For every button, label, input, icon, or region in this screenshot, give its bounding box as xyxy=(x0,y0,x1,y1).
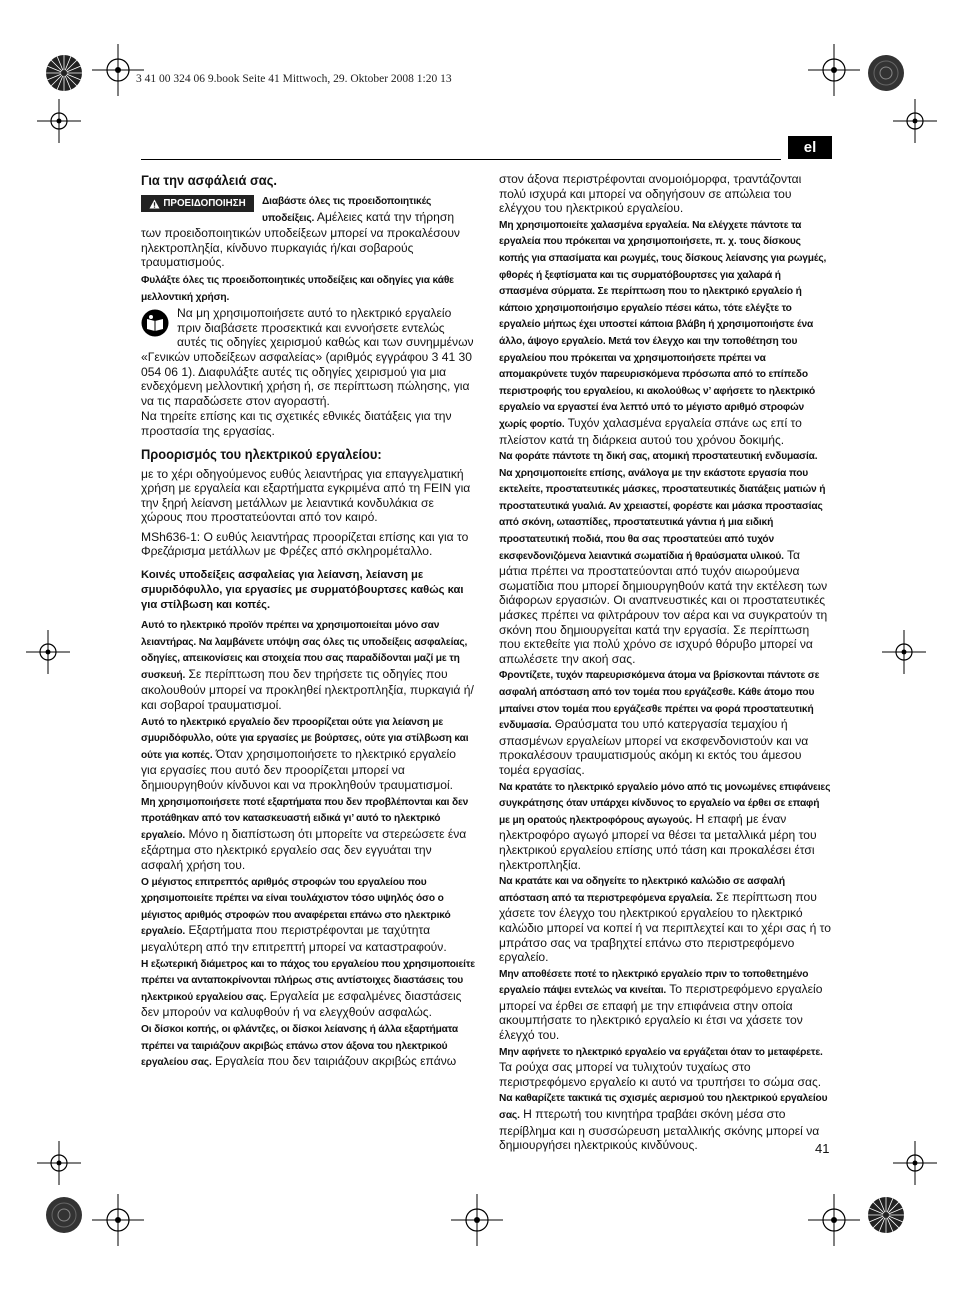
keep-instructions: Φυλάξτε όλες τις προειδοποιητικές υποδείξεις και οδηγίες για κάθε μελλοντική χρήση. xyxy=(141,274,454,303)
language-badge: el xyxy=(788,136,832,159)
registration-crosshair-icon xyxy=(890,96,940,146)
warning-block xyxy=(141,193,475,271)
safety-paragraph-9: Φροντίζετε, τυχόν παρευρισκόμενα άτομα να βρίσκονται πάντοτε σε ασφαλή απόσταση από τον τομέα που εργάζεσθε. Κάθε άτομο που μπαίνει στον τομέα που εργάζεσθε πρέπει να φορά προστατευτική ενδυμασία. Θραύσματα του υπό κατεργασία τεμαχίου ή σπασμένων εργαλείων μπορεί να εκσφενδονιστούν και να προκαλέσουν τραυματισμούς ακόμη κι εκτός του άμεσου τομέα εργασίας. xyxy=(499,670,820,777)
warning-triangle-icon xyxy=(149,199,160,209)
page-number: 41 xyxy=(815,1141,830,1156)
safety-paragraph-13: Μην αφήνετε το ηλεκτρικό εργαλείο να εργάζεται όταν το μεταφέρετε. Τα ρούχα σας μπορεί να τυλιχτούν τυχαίως στο περιστρεφόμενο εργαλείο κι αυτό να τρυπήσει το σώμα σας. xyxy=(499,1046,823,1089)
registration-crosshair-icon xyxy=(804,40,864,100)
safety-paragraph-8: Να φοράτε πάντοτε τη δική σας, ατομική προστατευτική ενδυμασία. Να χρησιμοποιείτε επίσης, ανάλογα με την εκάστοτε εργασία που εκτελείτε, προστατευτικές μάσκες, προστατευτικές διατάξεις ματιών ή προστατευτικά γυαλιά. Αν χρειαστεί, φορέστε και μάσκα προστασίας από σκόνη, ωτασπίδες, προστατευτικά γάντια ή μια ειδική προστατευτική ποδιά, που θα σας προστατεύει από τυχόν εκσφενδονιζόμενα λειαντικά σωματίδια ή θραύσματα υλικού. Τα μάτια πρέπει να προστατεύονται από τυχόν αιωρούμενα σωματίδια που μπορεί δημιουργηθούν κατά την εκτέλεση των διάφορων εργασιών. Οι αναπνευστικές και οι προστατευτικές μάσκες πρέπει να φιλτράρουν τον αέρα και να συγκρατούν τη σκόνη που δημιουργείται κατά την εργασία. Σε περίπτωση που εκτεθείτε για πολύ χρόνο σε ισχυρό θόρυβο μπορεί να απωλέσετε την ακοή σας. xyxy=(499,451,828,666)
print-header: 3 41 00 324 06 9.book Seite 41 Mittwoch, 29. Oktober 2008 1:20 13 xyxy=(136,73,452,85)
registration-crosshair-icon xyxy=(88,1190,148,1250)
registration-crosshair-icon xyxy=(890,1138,940,1188)
safety-paragraph-1: Αυτό το ηλεκτρικό προϊόν πρέπει να χρησιμοποιείται μόνο σαν λειαντήρας. Να λαμβάνετε υπόψη σας όλες τις υποδείξεις ασφαλείας, οδηγίες, απεικονίσεις και στοιχεία που σας παραδίδονται μαζί με τη συσκευή. Σε περίπτωση που δεν τηρήσετε τις οδηγίες που ακολουθούν μπορεί να προκληθεί ηλεκτροπληξία, πυρκαγιά ή/και σοβαροί τραυματισμοί. xyxy=(141,620,474,713)
safety-paragraph-6: Οι δίσκοι κοπής, οι φλάντζες, οι δίσκοι λείανσης ή άλλα εξαρτήματα πρέπει να ταιριάζουν ακριβώς επάνω στον άξονα του ηλεκτρικού εργαλείου σας. Εργαλεία που δεν ταιριάζουν ακριβώς επάνω xyxy=(141,1023,459,1069)
purpose-paragraph: με το χέρι οδηγούμενος ευθύς λειαντήρας για επαγγελματική χρήση με εργαλεία και εξαρτήματα εγκριμένα από τη FEIN για την ξηρή λείανση μετάλλων με λειαντικά κονδυλάκια σε χώρους που προστατεύονται από τον καιρό. xyxy=(141,466,471,525)
safety-paragraph-7: Μη χρησιμοποιείτε χαλασμένα εργαλεία. Να ελέγχετε πάντοτε τα εργαλεία που πρόκειται να χρησιμοποιήσετε, π. χ. τους δίσκους κοπής για σπασίματα και ρωγμές, τους δίσκους λείανσης για ρωγμές, φθορές ή ξεφτίσματα και τις συρματόβουρτσες για χαλαρά ή σπασμένα σύρματα. Σε περίπτωση που το ηλεκτρικό εργαλείο ή κάποιο χρησιμοποιήσιμο εργαλείο πέσει κάτω, τότε ελέγξτε το εργαλείο μήπως έχει υποστεί κάποια βλάβη ή χρησιμοποιήστε ένα άλλο, άψογο εργαλείο. Μετά τον έλεγχο και την τοποθέτηση του εργαλείου που πρόκειται να χρησιμοποιήσετε πρέπει να απομακρύνετε τυχόν παρευρισκόμενα πρόσωπα από το επίπεδο περιστροφής του εργαλείου, κι ακολούθως ν’ αφήσετε το ηλεκτρικό εργαλείο να εργαστεί ένα λεπτό υπό το μέγιστο αριθμό στροφών χωρίς φορτίο. Τυχόν χαλασμένα εργαλεία σπάνε ως επί το πλείστον κατά τη διάρκεια αυτού του χρόνου δοκιμής. xyxy=(499,219,827,447)
radial-starburst-target-icon xyxy=(44,1195,84,1235)
registration-crosshair-icon xyxy=(447,1190,507,1250)
right-column xyxy=(499,172,831,1154)
manual-paragraph: Να μη χρησιμοποιήσετε αυτό το ηλεκτρικό εργαλείο πριν διαβάσετε προσεκτικά και εννοήσετε εντελώς αυτές τις οδηγίες χειρισμού καθώς και των συνημμένων «Γενικών υποδείξεων ασφαλείας» (αριθμός εγγράφου 3 41 30 054 06 1). Διαφυλάξτε αυτές τις οδηγίες χειρισμού για μια ενδεχόμενη μελλοντική χρήση ή, σε περίπτωση πώλησης, για να τις παραδώσετε στον αγοραστή. xyxy=(141,306,474,408)
registration-crosshair-icon xyxy=(88,40,148,100)
registration-crosshair-icon xyxy=(34,1138,84,1188)
registration-crosshair-icon xyxy=(804,1190,864,1250)
national-paragraph: Να τηρείτε επίσης και τις σχετικές εθνικές διατάξεις για την προστασία της εργασίας. xyxy=(141,409,452,438)
safety-paragraph-14: Να καθαρίζετε τακτικά τις σχισμές αερισμού του ηλεκτρικού εργαλείου σας. Η πτερωτή του κινητήρα τραβάει σκόνη μέσα στο περίβλημα και η συσσώρευση μεταλλικής σκόνης μπορεί να δημιουργήσει ηλεκτρικούς κινδύνους. xyxy=(499,1093,828,1153)
radial-starburst-target-icon xyxy=(866,53,906,93)
warning-badge xyxy=(141,195,254,212)
section-title-purpose: Προορισμός του ηλεκτρικού εργαλείου: xyxy=(141,445,382,462)
section-title-common-safety: Κοινές υποδείξεις ασφαλείας για λείανση, λείανση με σμυριδόφυλλο, για εργασίες με συρματόβουρτσες καθώς και για στίλβωση και κοπές. xyxy=(141,569,464,612)
header-rule xyxy=(141,159,781,160)
registration-crosshair-icon xyxy=(34,96,84,146)
safety-paragraph-10: Να κρατάτε το ηλεκτρικό εργαλείο μόνο από τις μονωμένες επιφάνειες συγκράτησης όταν υπάρχει κίνδυνος το εργαλείο να έρθει σε επαφή με μη ορατούς ηλεκτροφόρους αγωγούς. Η επαφή με έναν ηλεκτροφόρο αγωγό μπορεί να θέσει τα μεταλλικά μέρη του ηλεκτρικού εργαλείου επίσης υπό τάση και προκαλέσει έτσι ηλεκτροπληξία. xyxy=(499,781,831,872)
warning-paragraph: Διαβάστε όλες τις προειδοποιητικές υποδείξεις. Αμέλειες κατά την τήρηση των προειδοποιητικών υποδείξεων μπορεί να προκαλέσουν ηλεκτροπληξία, κίνδυνο πυρκαγιάς ή/και σοβαρούς τραυματισμούς. xyxy=(141,196,460,270)
left-column xyxy=(141,172,475,1072)
warning-label: ΠΡΟΕΙΔΟΠΟΙΗΣΗ xyxy=(163,198,246,209)
read-manual-icon xyxy=(141,309,169,337)
msh-paragraph: MSh636-1: Ο ευθύς λειαντήρας προορίζεται επίσης και για το Φρεζάρισμα μετάλλων με Φρέζες από σκληρομέταλλο. xyxy=(141,529,469,559)
safety-paragraph-6-cont: στον άξονα περιστρέφονται ανομοιόμορφα, τραντάζονται πολύ ισχυρά και μπορεί να οδηγήσουν σε απώλεια του ελέγχου του ηλεκτρικού εργαλείου. xyxy=(499,172,802,216)
section-title-safety: Για την ασφάλειά σας. xyxy=(141,172,277,188)
safety-paragraph-4: Ο μέγιστος επιτρεπτός αριθμός στροφών του εργαλείου που χρησιμοποιείτε πρέπει να είναι τουλάχιστον τόσο υψηλός όσο ο μέγιστος αριθμός στροφών που αναφέρεται επάνω στο ηλεκτρικό εργαλείο. Εξαρτήματα που περιστρέφονται με ταχύτητα μεγαλύτερη από την επιτρεπτή μπορεί να καταστραφούν. xyxy=(141,876,451,954)
safety-paragraph-3: Μη χρησιμοποιήσετε ποτέ εξαρτήματα που δεν προβλέπονται και δεν προτάθηκαν από τον κατασκευαστή ειδικά γι’ αυτό το ηλεκτρικό εργαλείο. Μόνο η διαπίστωση ότι μπορείτε να στερεώσετε ένα εξάρτημα στο ηλεκτρικό εργαλείο σας δεν εγγυάται την ασφαλή χρήση του. xyxy=(141,796,469,872)
radial-starburst-target-icon xyxy=(866,1195,906,1235)
registration-crosshair-icon xyxy=(879,627,929,677)
registration-crosshair-icon xyxy=(23,627,73,677)
manual-block xyxy=(141,306,475,409)
safety-paragraph-2: Αυτό το ηλεκτρικό εργαλείο δεν προορίζεται ούτε για λείανση με σμυριδόφυλλο, ούτε για εργασίες με βούρτσες, ούτε για στίλβωση και ούτε για κοπές. Όταν χρησιμοποιήσετε το ηλεκτρικό εργαλείο για εργασίες που αυτό δεν προορίζεται μπορεί να δημιουργηθούν κίνδυνοι και να προκληθούν τραυματισμοί. xyxy=(141,716,469,792)
safety-paragraph-5: Η εξωτερική διάμετρος και το πάχος του εργαλείου που χρησιμοποιείτε πρέπει να ανταποκρίνονται πλήρως στις αντίστοιχες διαστάσεις του ηλεκτρικού εργαλείου σας. Εργαλεία με εσφαλμένες διαστάσεις δεν μπορούν να καλυφθούν ή να ελεγχθούν ασφαλώς. xyxy=(141,958,475,1020)
radial-starburst-target-icon xyxy=(44,53,84,93)
safety-paragraph-11: Να κρατάτε και να οδηγείτε το ηλεκτρικό καλώδιο σε ασφαλή απόσταση από τα περιστρεφόμενα εργαλεία. Σε περίπτωση που χάσετε τον έλεγχο του ηλεκτρικού εργαλείου το ηλεκτρικό καλώδιο μπορεί να κοπεί ή να περιπλεχτεί και το χέρι σας ή το μπράτσο σας να τραβηχτεί επάνω στο περιστρεφόμενο εργαλείο. xyxy=(499,876,832,965)
safety-paragraph-12: Μην αποθέσετε ποτέ το ηλεκτρικό εργαλείο πριν το τοποθετημένο εργαλείο πάψει εντελώς να κινείται. Το περιστρεφόμενο εργαλείο μπορεί να έρθει σε επαφή με την επιφάνεια στην οποία ακουμπήσατε το ηλεκτρικό εργαλείο κι έτσι να χάσετε τον έλεγχό του. xyxy=(499,968,823,1043)
